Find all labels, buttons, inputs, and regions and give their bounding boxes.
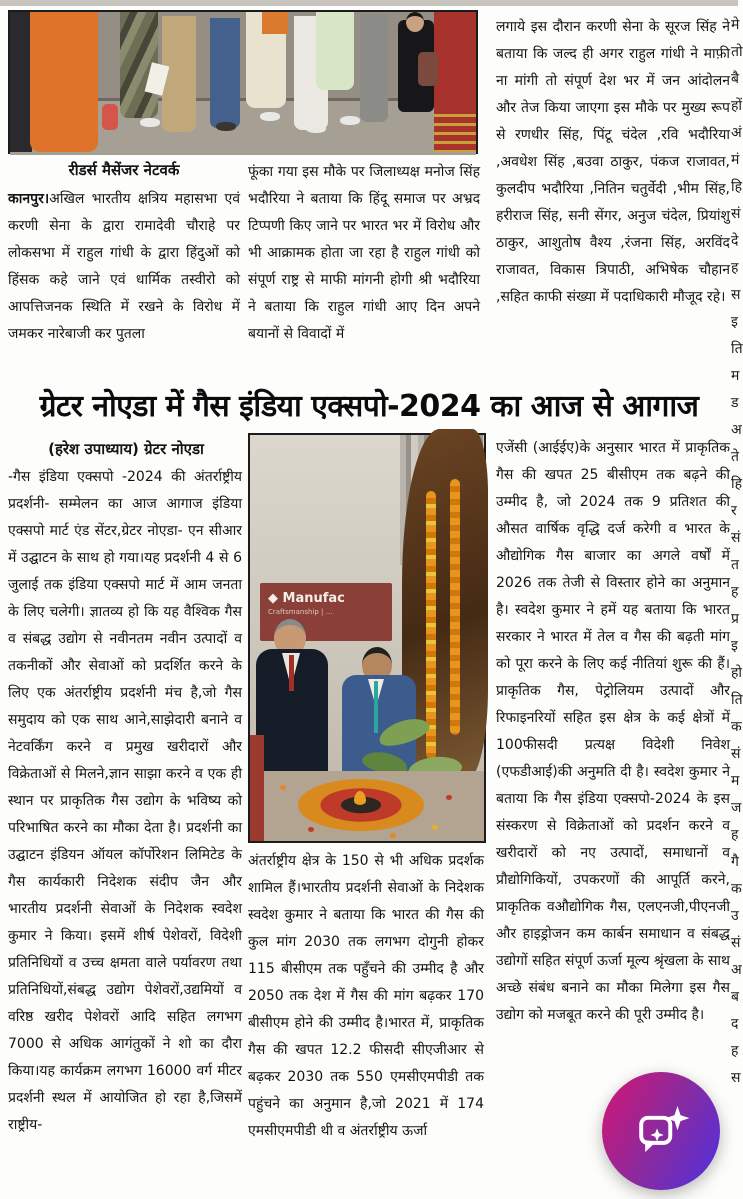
photo-tie [289, 655, 294, 691]
page-top-divider [0, 0, 738, 6]
photo-footwear [216, 122, 236, 131]
photo-figure [10, 12, 32, 152]
photo-footwear [340, 116, 360, 125]
photo-figure [360, 14, 388, 122]
dateline: कानपुर। [8, 191, 50, 207]
photo-petal [446, 795, 452, 800]
expo-inauguration-photo [248, 433, 486, 843]
chat-assistant-button[interactable] [602, 1072, 720, 1190]
photo-petal [432, 825, 438, 830]
photo-footwear [260, 112, 280, 121]
top-article-col1 [8, 186, 240, 379]
photo-figure [316, 12, 354, 90]
byline: (हरेश उपाध्याय) ग्रेटर नोएडा [48, 440, 204, 458]
photo-lamp-flame [354, 791, 366, 805]
photo-petal [390, 833, 396, 838]
top-article-col3: लगाये इस दौरान करणी सेना के सूरज सिंह ने बताया कि जल्द ही अगर राहुल गांधी ने माफ़ी ना मांगी तो संपूर्ण देश भर में जन आंदोलन और तेज किया जाएगा इस मौके पर मुख्य रूप से रणधीर सिंह, पिंटू चंदेल ,रवि भदौरिया ,अवधेश सिंह ,बउवा ठाकुर, पंकज राजावत, कुलदीप भदौरिया ,नितिन चतुर्वेदी ,भीम सिंह, हरीराज सिंह, सनी सेंगर, अनुज चंदेल, प्रियांशु ठाकुर, आशुतोष वैश्य ,रंजना सिंह, अरविंद राजावत, विकास त्रिपाठी, अभिषेक चौहान ,सहित काफी संख्या में पदाधिकारी मौजूद रहे। [496, 19, 730, 305]
photo-lanyard [374, 681, 378, 733]
banner-subtext: Craftsmanship | … [268, 608, 333, 616]
photo-red-carpet [250, 735, 264, 841]
main-article-col1: -गैस इंडिया एक्सपो -2024 की अंतर्राष्ट्रीय प्रदर्शनी- सम्मेलन का आज आगाज इंडिया एक्सपो मार्ट एंड सेंटर,ग्रेटर नोएडा- एन सीआर में उद्घाटन के साथ हो गया।यह प्रदर्शनी 4 से 6 जुलाई तक इंडिया एक्सपो मार्ट में आम जनता के लिए चलेगी। ज्ञातव्य हो कि यह वैश्विक गैस व संबद्ध उद्योग से नवीनतम नवीन उत्पादों व तकनीकों और सेवाओं को प्रदर्शित करने के लिए एक अंतर्राष्ट्रीय प्रदर्शनी मंच है,जो गैस समुदाय को एक साथ आने,साझेदारी बनाने व नेटवर्किंग करने व प्रमुख खरीदारों और विक्रेताओं से मिलने,ज्ञान साझा करने व एक ही स्थान पर प्राकृतिक गैस उद्योग के भविष्य को परिभाषित करने का मौका देता है। प्रदर्शनी का उद्घाटन इंडियन ऑयल कॉर्पोरेशन लिमिटेड के गैस कार्यकारी निदेशक संदीप जैन और भारतीय प्रदर्शनी सेवाओं के निदेशक स्वदेश कुमार ने किया। इसमें शीर्ष पेशेवरों, विदेशी प्रतिनिधियों व उच्च क्षमता वाले पर्यावरण तथा प्रतिनिधियों,संबद्ध उद्योग पेशेवरों,उद्यमियों व वरिष्ठ खरीद पेशेवरों आदि सहित लगभग 7000 से अधिक आगंतुकों ने शो का दौरा किया।यह कार्यक्रम लगभग 16000 वर्ग मीटर प्रदर्शनी स्थल में आयोजित हो रहा है,जिसमें राष्ट्रीय- [8, 469, 242, 1133]
photo-child-face [406, 12, 424, 32]
top-article-col1-text: अखिल भारतीय क्षत्रिय महासभा एवं करणी सेना के द्वारा रामादेवी चौराहे पर लोकसभा में राहुल गांधी के द्वारा हिंदुओं को हिंसक कहे जाने एवं धार्मिक तस्वीरो को आपत्तिजनक स्थिति में रखने के विरोध में जमकर नारेबाजी कर पुतला [8, 191, 240, 342]
photo-sari-hem [434, 108, 476, 152]
chat-sparkle-icon [628, 1098, 694, 1164]
banner-text: ◆ Manufac [268, 591, 345, 606]
photo-bag [418, 52, 438, 86]
clipped-next-column-fragments: मे तो बै हों अं मं हि सं दे ह स इ ति म ड अ ते हि र सं त ह प्र इ हो ति क सं म ज ह गै क उ सं अ ब द ह स [731, 17, 743, 1086]
main-article-col2: अंतर्राष्ट्रीय क्षेत्र के 150 से भी अधिक प्रदर्शक शामिल हैं।भारतीय प्रदर्शनी सेवाओं के निदेशक स्वदेश कुमार ने बताया कि भारत की गैस की कुल मांग 2030 तक लगभग दोगुनी होकर 115 बीसीएम तक पहुँचने की उम्मीद है और 2050 तक देश में गैस की मांग बढ़कर 170 बीसीएम होने की उम्मीद है।भारत में, प्राकृतिक गैस की खपत 12.2 फीसदी सीएजीआर से बढ़कर 2030 तक 550 एमसीएमपीडी तक पहुंचने का अनुमान है,जो 2021 में 174 एमसीएमपीडी थी व अंतर्राष्ट्रीय ऊर्जा [248, 853, 484, 1139]
main-headline: ग्रेटर नोएडा में गैस इंडिया एक्सपो-2024 का आज से आगाज [39, 389, 699, 424]
network-caption: रीडर्स मैसेंजर नेटवर्क [68, 161, 180, 179]
top-article-col2: फूंका गया इस मौके पर जिलाध्यक्ष मनोज सिंह भदौरिया ने बताया कि हिंदू समाज पर अभ्रद टिप्पणी किए जाने पर भारत भर में विरोध और भी आक्रामक होता जा रहा है राहुल गांधी को संपूर्ण राष्ट्र से माफी मांगनी होगी श्री भदौरिया ने बताया कि राहुल गांधी आए दिन अपने बयानों से विवादों में [248, 164, 480, 342]
main-article-col3: एजेंसी (आईईए)के अनुसार भारत में प्राकृतिक गैस की खपत 25 बीसीएम तक बढ़ने की उम्मीद है, जो 2024 तक 9 प्रतिशत की औसत वार्षिक वृद्धि दर्ज करेगी व भारत के औद्योगिक गैस बाजार का अगले वर्षों में 2026 तक तेजी से विस्तार होने का अनुमान है। स्वदेश कुमार ने हमें यह बताया कि भारत सरकार ने भारत में तेल व गैस की बढ़ती मांग को पूरा करने के लिए कई नीतियां शुरू की हैं। प्राकृतिक गैस, पेट्रोलियम उत्पादों और रिफाइनरियों सहित इस क्षेत्र के कई क्षेत्रों में 100फीसदी प्रत्यक्ष विदेशी निवेश (एफडीआई)की अनुमति दी है। स्वदेश कुमार ने बताया कि गैस इंडिया एक्सपो-2024 के इस संस्करण से विक्रेताओं को प्रदर्शन करने व खरीदारों को नए उत्पादों, समाधानों व प्रौद्योगिकियों, उपकरणों की आपूर्ति करने, प्राकृतिक वऔद्योगिक गैस, एलएनजी,पीएनजी और हाइड्रोजन कम कार्बन समाधान व संबद्ध उद्योगों सहित संपूर्ण ऊर्जा मूल्य श्रृंखला के साथ अच्छे संबंध बनाने का मौका मिलेगा इस गैस उद्योग को मजबूत करने की पूरी उम्मीद है। [496, 440, 730, 1023]
protest-crowd-photo [8, 10, 478, 154]
photo-camera [102, 104, 118, 130]
photo-marigold-garland [450, 479, 460, 735]
photo-footwear [140, 118, 160, 127]
photo-marigold-garland [426, 491, 436, 759]
photo-footwear [306, 124, 326, 133]
photo-petal-rangoli [298, 779, 424, 831]
photo-figure [210, 18, 240, 128]
photo-petal [308, 827, 314, 832]
photo-saffron-figure [30, 12, 98, 152]
photo-petal [280, 785, 286, 790]
photo-figure [262, 12, 288, 34]
